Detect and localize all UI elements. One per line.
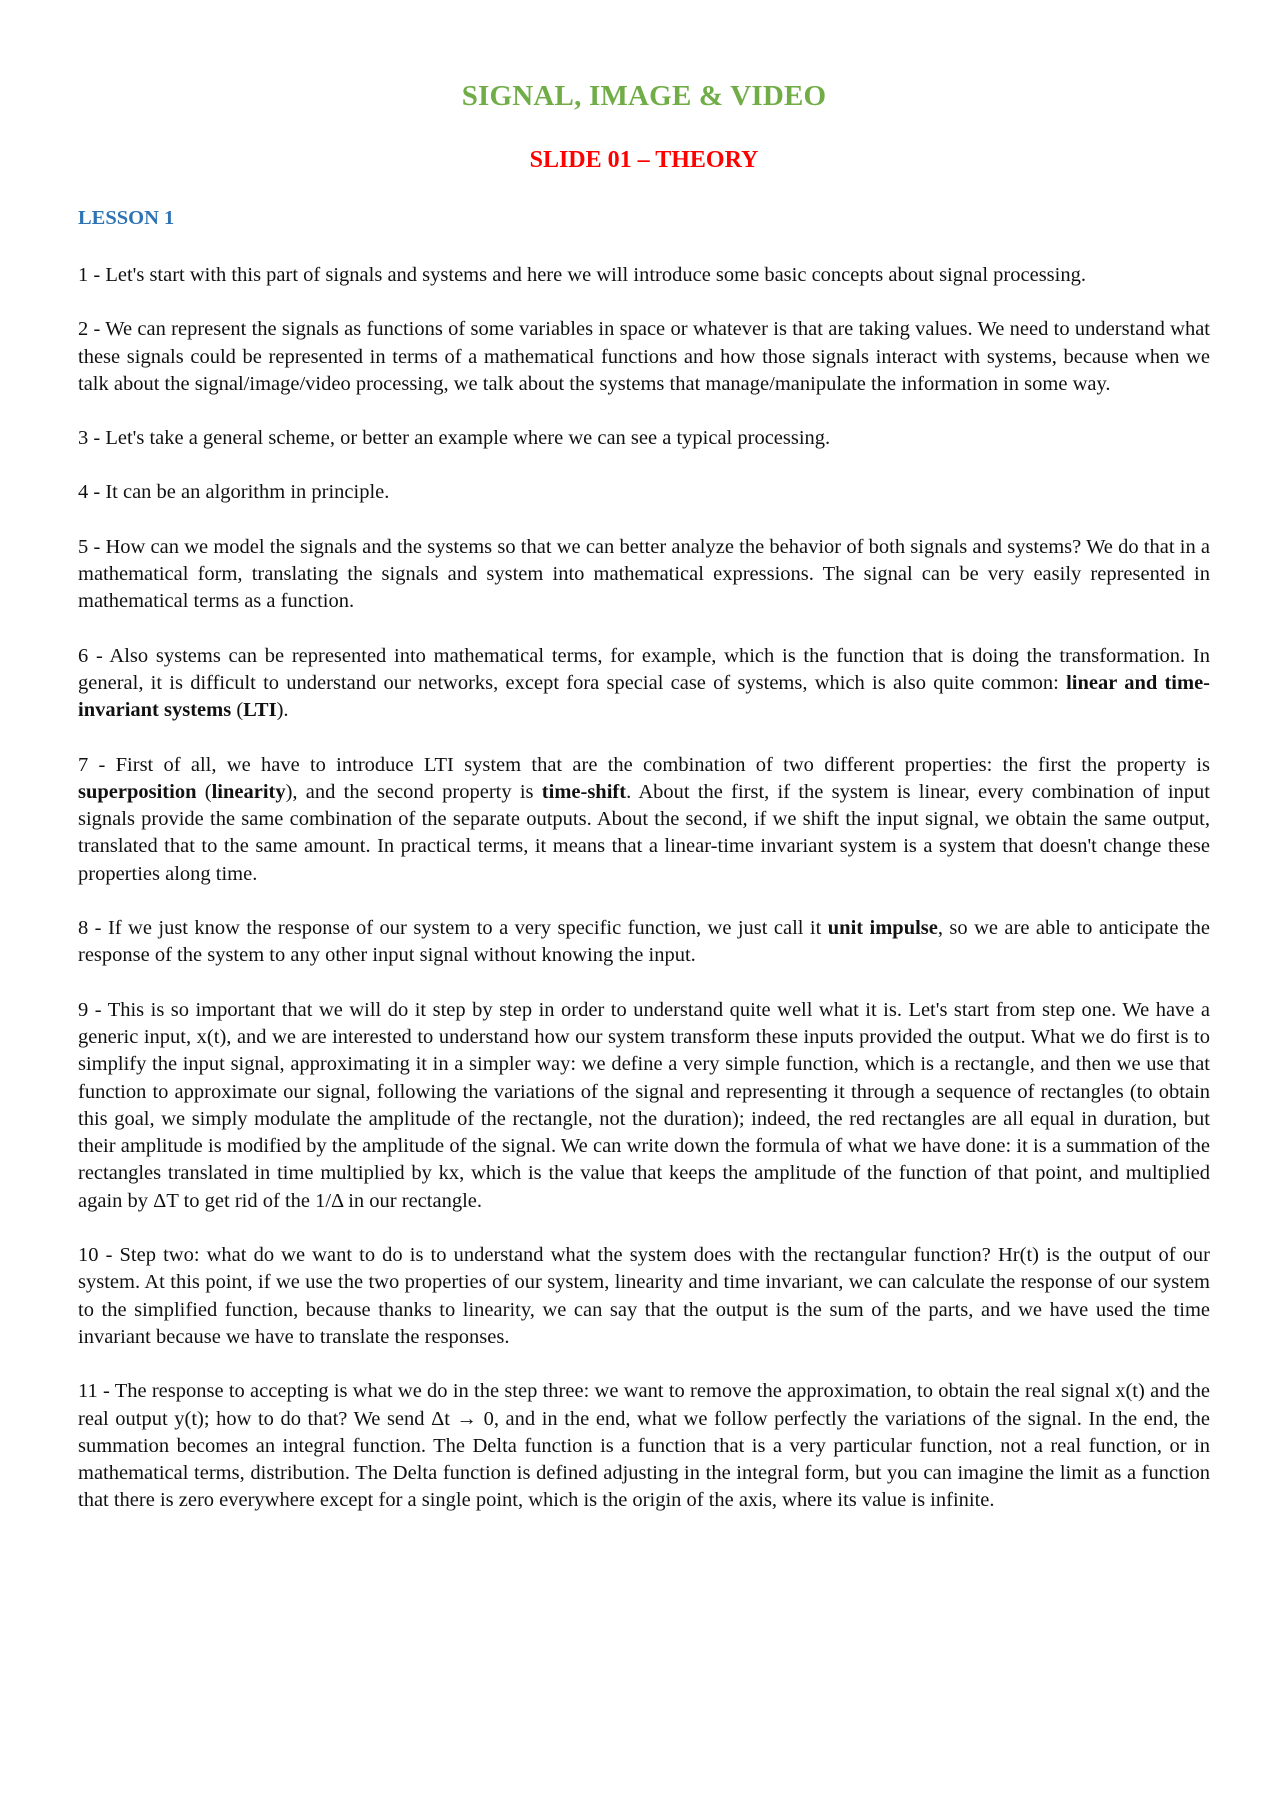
paragraph-2: 2 - We can represent the signals as functions of some variables in space or whatever is that are taking values. We need to understand what these signals could be represented in terms of a mathematical functions and how those signals interact with systems, because when we talk about the signal/image/video processing, we talk about the systems that manage/manipulate the information in some way. [78, 318, 1210, 395]
paragraph-8-text-2: , so we are able to anticipate the response of the system to any other input signal without knowing the input. [78, 917, 1211, 967]
paragraph-8-text-1: 8 - If we just know the response of our system to a very specific function, we just call it [78, 917, 828, 940]
paragraph-9: 9 - This is so important that we will do it step by step in order to understand quite well what it is. Let's start from step one. We have a generic input, x(t), and we are interested to understand how our system transform these inputs provided the output. What we do first is to simplify the input signal, approximating it in a simpler way: we define a very simple function, which is a rectangle, and then we use that function to approximate our signal, following the variations of the signal and representing it through a sequence of rectangles (to obtain this goal, we simply modulate the amplitude of the rectangle, not the duration); indeed, the red rectangles are all equal in duration, but their amplitude is modified by the amplitude of the signal. We can write down the formula of what we have done: it is a summation of the rectangles translated in time multiplied by kx, which is the value that keeps the amplitude of the function of that point, and multiplied again by ΔT to get rid of the 1/Δ in our rectangle. [78, 998, 1210, 1212]
paragraph-1: 1 - Let's start with this part of signals and systems and here we will introduce some basic concepts about signal processing. [78, 264, 1086, 286]
bold-term-unit-impulse: unit impulse [827, 917, 938, 940]
paragraph-7-text-2: ( [196, 780, 212, 803]
bold-term-linearity: linearity [211, 780, 286, 803]
paragraph-3: 3 - Let's take a general scheme, or better an example where we can see a typical processing. [78, 427, 831, 450]
paragraph-6-text-2: ( [231, 699, 244, 722]
paragraph-6-text-3: ). [276, 699, 289, 722]
bold-term-time-shift: time-shift [541, 780, 627, 803]
bold-term-lti-systems: linear and time-invariant systems [78, 671, 1211, 722]
paragraph-6-text-1: 6 - Also systems can be represented into mathematical terms, for example, which is the function that is doing the transformation. In general, it is difficult to understand our networks, except fora special case of systems, which is also quite common: [78, 644, 1210, 694]
paragraph-7-text-1: 7 - First of all, we have to introduce LTI system that are the combination of two different properties: the first the property is [78, 753, 1210, 776]
document-body [78, 262, 1210, 1542]
paragraph-7-text-4: . About the first, if the system is linear, every combination of input signals provide the same combination of the separate outputs. About the second, if we shift the input signal, we obtain the same output, translated that to the same amount. In practical terms, it means that a linear-time invariant system is a system that doesn't change these properties along time. [78, 780, 1210, 885]
paragraph-5: 5 - How can we model the signals and the systems so that we can better analyze the behavior of both signals and systems? We do that in a mathematical form, translating the signals and system into mathematical expressions. The signal can be very easily represented in mathematical terms as a function. [78, 535, 1210, 613]
paragraph-6 [78, 643, 1210, 725]
paragraph-8 [78, 915, 1210, 970]
paragraph-7 [78, 752, 1210, 888]
bold-term-lti: LTI [243, 699, 277, 722]
lesson-heading: LESSON 1 [78, 207, 175, 229]
paragraph-4: 4 - It can be an algorithm in principle. [78, 481, 390, 504]
paragraph-10: 10 - Step two: what do we want to do is to understand what the system does with the rectangular function? Hr(t) is the output of our system. At this point, if we use the two properties of our system, linearity and time invariant, we can calculate the response of our system to the simplified function, because thanks to linearity, we can say that the output is the sum of the parts, and we have used the time invariant because we have to translate the responses. [78, 1244, 1210, 1348]
bold-term-superposition: superposition [78, 780, 197, 803]
document-title: SIGNAL, IMAGE & VIDEO [461, 80, 827, 112]
paragraph-7-text-3: ), and the second property is [285, 780, 542, 803]
paragraph-11: 11 - The response to accepting is what we do in the step three: we want to remove the approximation, to obtain the real signal x(t) and the real output y(t); how to do that? We send Δt → 0, and in the end, what we follow perfectly the variations of the signal. In the end, the summation becomes an integral function. The Delta function is a function that is a very particular function, not a real function, or in mathematical terms, distribution. The Delta function is defined adjusting in the integral form, but you can imagine the limit as a function that there is zero everywhere except for a single point, which is the origin of the axis, where its value is infinite. [78, 1380, 1210, 1512]
slide-subtitle: SLIDE 01 – THEORY [529, 147, 759, 173]
